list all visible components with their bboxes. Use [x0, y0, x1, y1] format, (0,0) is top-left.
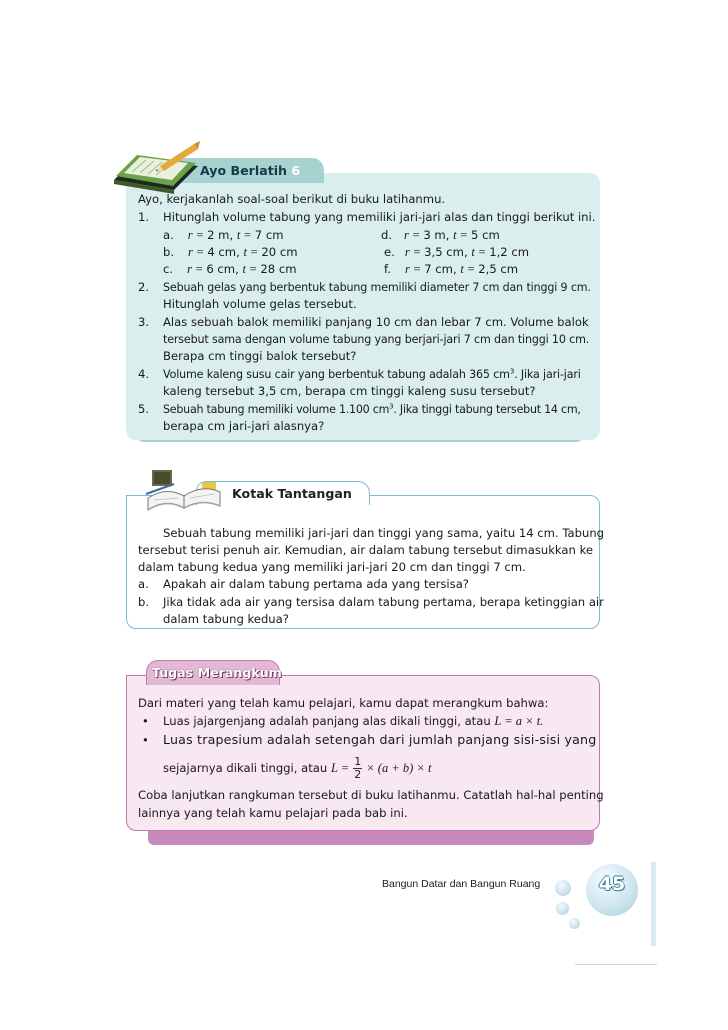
q1-item-b: b. r = 4 cm, t = 20 cm: [163, 245, 298, 259]
tantang-b-line1: Jika tidak ada air yang tersisa dalam tabung pertama, berapa ketinggian air: [163, 595, 604, 609]
q5-line2: berapa cm jari-jari alasnya?: [163, 419, 325, 433]
page-bottom-line: [575, 964, 657, 965]
rangkum-bottom-strip: [148, 830, 594, 845]
tugas-merangkum-title: Tugas Merangkum: [152, 665, 282, 680]
decor-bubble-1: [555, 880, 571, 896]
q3-line1: Alas sebuah balok memiliki panjang 10 cm dan lebar 7 cm. Volume balok: [163, 315, 589, 329]
q1-item-d: d. r = 3 m, t = 5 cm: [381, 228, 500, 242]
chapter-title: Bangun Datar dan Bangun Ruang: [382, 878, 541, 890]
q3-line3: Berapa cm tinggi balok tersebut?: [163, 349, 357, 363]
q2-line2: Hitunglah volume gelas tersebut.: [163, 297, 357, 311]
page-edge-strip: [651, 862, 656, 946]
rangkum-b1: Luas jajargenjang adalah panjang alas dikali tinggi, atau L = a × t.: [163, 714, 544, 728]
q2-line1: Sebuah gelas yang berbentuk tabung memiliki diameter 7 cm dan tinggi 9 cm.: [163, 281, 591, 294]
q4-line2: kaleng tersebut 3,5 cm, berapa cm tinggi kaleng susu tersebut?: [163, 384, 536, 398]
fraction-half: $\frac{1}{2}$: [354, 755, 362, 781]
page-number: 45: [598, 873, 626, 895]
bullet-2: •: [142, 733, 149, 747]
tantang-a-text: Apakah air dalam tabung pertama ada yang tersisa?: [163, 577, 469, 591]
tantang-b-line2: dalam tabung kedua?: [163, 612, 289, 626]
formula-parallelogram: L = a × t.: [494, 714, 544, 728]
tantang-a-label: a.: [138, 577, 149, 591]
rangkum-outro-line2: lainnya yang telah kamu pelajari pada bab ini.: [138, 806, 408, 820]
tantang-p-line2: tersebut terisi penuh air. Kemudian, air dalam tabung tersebut dimasukkan ke: [138, 543, 594, 557]
book-pencil-icon: [110, 140, 202, 198]
q3-number: 3.: [138, 315, 150, 329]
q5-line1: Sebuah tabung memiliki volume 1.100 $cm^3$. Jika tinggi tabung tersebut 14 cm,: [163, 402, 581, 416]
rangkum-intro: Dari materi yang telah kamu pelajari, kamu dapat merangkum bahwa:: [138, 696, 549, 710]
q4-line1: Volume kaleng susu cair yang berbentuk tabung adalah 365 $cm^3$. Jika jari-jari: [163, 367, 581, 381]
rangkum-b2-line1: Luas trapesium adalah setengah dari jumlah panjang sisi-sisi yang: [163, 732, 597, 747]
ayo-berlatih-title: Ayo Berlatih 6: [200, 163, 301, 178]
tantang-p-line1: Sebuah tabung memiliki jari-jari dan tinggi yang sama, yaitu 14 cm. Tabung: [163, 526, 605, 540]
q1-item-a: a. r = 2 m, t = 7 cm: [163, 228, 284, 242]
q1-item-e: e. r = 3,5 cm, t = 1,2 cm: [384, 245, 530, 259]
q1-number: 1.: [138, 210, 150, 224]
q1-item-c: c. r = 6 cm, t = 28 cm: [163, 262, 297, 276]
tantang-b-label: b.: [138, 595, 150, 609]
tantang-p-line3: dalam tabung kedua yang memiliki jari-jari 20 cm dan tinggi 7 cm.: [138, 560, 526, 574]
open-book-icon: [144, 468, 224, 514]
bullet-1: •: [142, 714, 149, 728]
q1-text: Hitunglah volume tabung yang memiliki jari-jari alas dan tinggi berikut ini.: [163, 210, 596, 224]
q4-number: 4.: [138, 367, 150, 381]
kotak-tantangan-title: Kotak Tantangan: [232, 486, 352, 501]
exercise-number: 6: [291, 163, 301, 178]
q5-number: 5.: [138, 402, 150, 416]
q1-item-f: f. r = 7 cm, t = 2,5 cm: [384, 262, 519, 276]
rangkum-b2-line2: sejajarnya dikali tinggi, atau L = $\frac{1}{2}$ × (a + b) × t: [163, 755, 432, 781]
latih-intro: Ayo, kerjakanlah soal-soal berikut di buku latihanmu.: [138, 192, 446, 206]
decor-bubble-2: [556, 902, 569, 915]
decor-bubble-3: [569, 918, 580, 929]
rangkum-outro-line1: Coba lanjutkan rangkuman tersebut di buku latihanmu. Catatlah hal-hal penting: [138, 788, 604, 802]
q2-number: 2.: [138, 280, 150, 294]
q3-line2: tersebut sama dengan volume tabung yang berjari-jari 7 cm dan tinggi 10 cm.: [163, 333, 590, 346]
formula-trapezoid-lhs: L =: [330, 761, 350, 775]
formula-trapezoid-rhs: × (a + b) × t: [366, 761, 432, 775]
